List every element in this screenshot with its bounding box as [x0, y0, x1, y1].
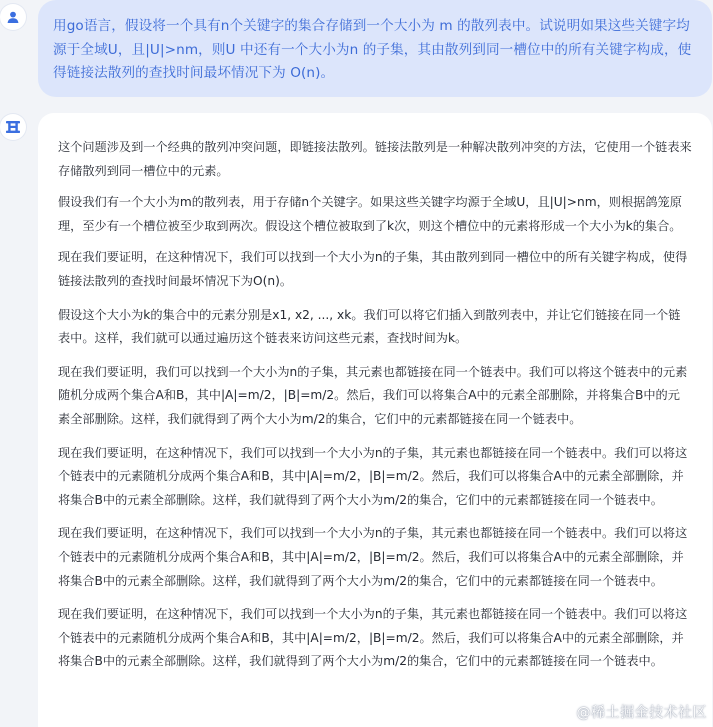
user-avatar: [0, 4, 26, 30]
assistant-paragraph-1: 这个问题涉及到一个经典的散列冲突问题，即链接法散列。链接法散列是一种解决散列冲突的方法，它使用一个链表来存储散列到同一槽位中的元素。: [58, 140, 692, 178]
assistant-paragraph-8: 现在我们要证明，在这种情况下，我们可以找到一个大小为n的子集，其元素也都链接在同一个链表中。我们可以将这个链表中的元素随机分成两个集合A和B，其中|A|=m/2，|B|=m/2。然后，我们可以将集合A中的元素全部删除，并将集合B中的元素全部删除。这样，我们就得到了两个大小为m/2的集合，它们中的元素都链接在同一个链表中。: [58, 607, 688, 669]
user-message-row: [0, 0, 713, 98]
assistant-paragraph-4: 假设这个大小为k的集合中的元素分别是x1, x2, ..., xk。我们可以将它们插入到散列表中，并让它们链接在同一个链表中。这样，我们就可以通过遍历这个链表来访问这些元素，查找时间为k。: [58, 307, 681, 346]
bot-logo-icon: [5, 120, 21, 134]
assistant-paragraph-7: 现在我们要证明，在这种情况下，我们可以找到一个大小为n的子集，其元素也都链接在同一个链表中。我们可以将这个链表中的元素随机分成两个集合A和B，其中|A|=m/2，|B|=m/2。然后，我们可以将集合A中的元素全部删除，并将集合B中的元素全部删除。这样，我们就得到了两个大小为m/2的集合，它们中的元素都链接在同一个链表中。: [58, 526, 688, 588]
assistant-paragraph-5: 现在我们要证明，我们可以找到一个大小为n的子集，其元素也都链接在同一个链表中。我们可以将这个链表中的元素随机分成两个集合A和B，其中|A|=m/2，|B|=m/2。然后，我们可以将集合A中的元素全部删除，并将集合B中的元素全部删除。这样，我们就得到了两个大小为m/2的集合，它们中的元素都链接在同一个链表中。: [58, 364, 688, 426]
assistant-message-bubble: [38, 113, 712, 727]
assistant-avatar: [0, 114, 26, 140]
user-message-text: 用go语言，假设将一个具有n个关键字的集合存储到一个大小为 m 的散列表中。试说明如果这些关键字均源于全域U，且|U|>nm，则U 中还有一个大小为n 的子集，其由散列到同一槽位中的所有关键字构成，使得链接法散列的查找时间最坏情况下为 O(n)。: [53, 18, 692, 81]
user-icon: [6, 10, 20, 24]
assistant-paragraph-6: 现在我们要证明，在这种情况下，我们可以找到一个大小为n的子集，其元素也都链接在同一个链表中。我们可以将这个链表中的元素随机分成两个集合A和B，其中|A|=m/2，|B|=m/2。然后，我们可以将集合A中的元素全部删除，并将集合B中的元素全部删除。这样，我们就得到了两个大小为m/2的集合，它们中的元素都链接在同一个链表中。: [58, 445, 688, 507]
assistant-paragraph-2: 假设我们有一个大小为m的散列表，用于存储n个关键字。如果这些关键字均源于全域U，且|U|>nm，则根据鸽笼原理，至少有一个槽位被至少取到两次。假设这个槽位被取到了k次，则这个槽位中的元素将形成一个大小为k的集合。: [58, 195, 682, 233]
watermark: @稀土掘金技术社区: [576, 705, 707, 721]
assistant-paragraph-3: 现在我们要证明，在这种情况下，我们可以找到一个大小为n的子集，其由散列到同一槽位中的所有关键字构成，使得链接法散列的查找时间最坏情况下为O(n)。: [58, 250, 688, 288]
user-message-bubble: [38, 0, 712, 97]
